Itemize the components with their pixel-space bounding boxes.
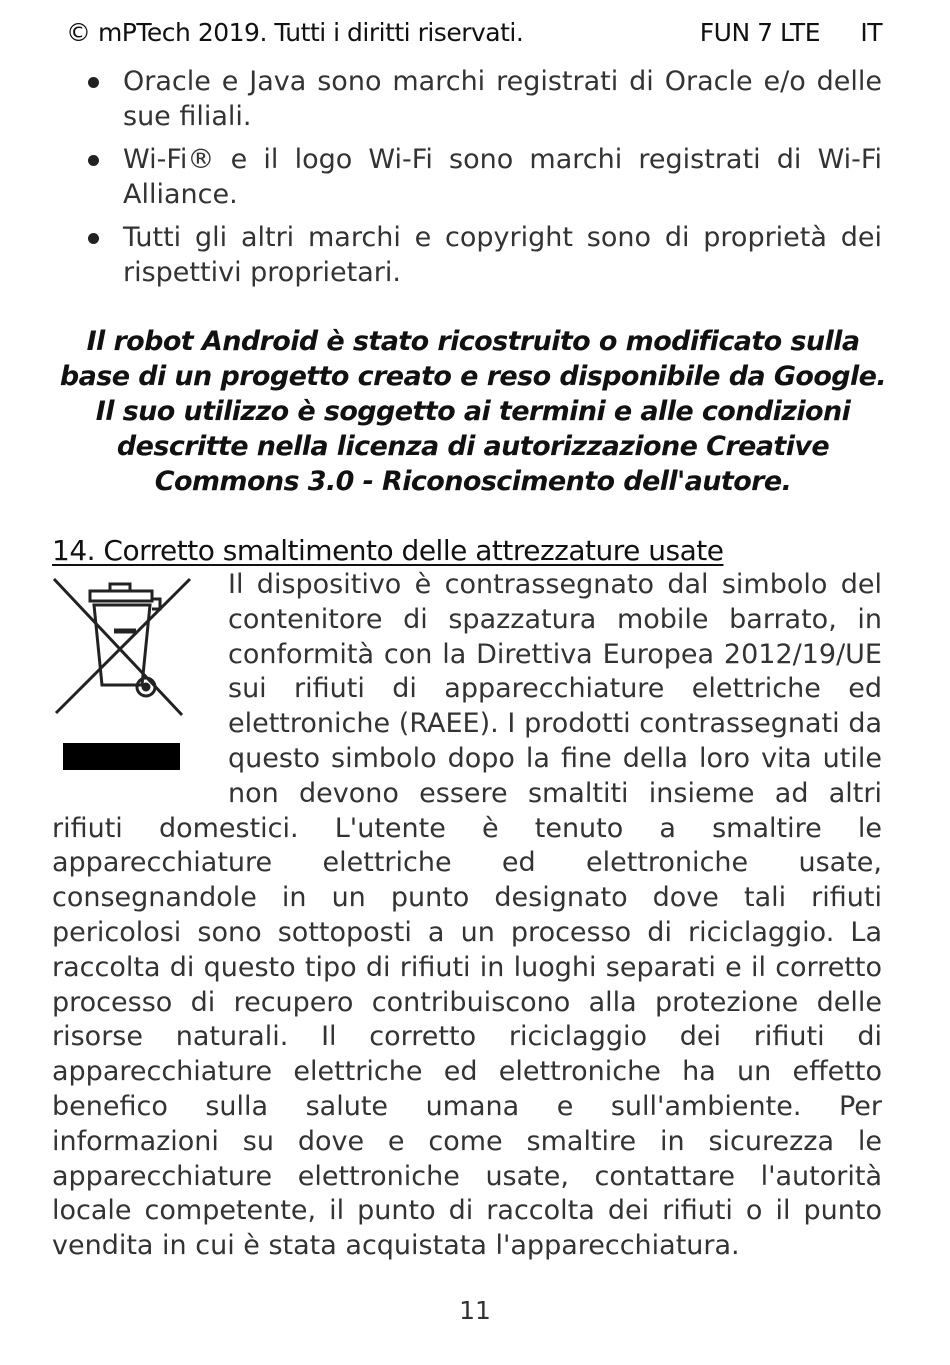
trademark-others: Tutti gli altri marchi e copyright sono di proprietà dei rispettivi proprietari.	[123, 222, 882, 288]
page-number: 11	[459, 1296, 491, 1325]
trademark-wifi: Wi-Fi® e il logo Wi-Fi sono marchi registrati di Wi-Fi Alliance.	[123, 144, 882, 210]
bullet-icon	[88, 155, 99, 166]
list-item	[52, 220, 882, 290]
icon-spacer	[52, 568, 228, 780]
list-item	[52, 64, 882, 134]
android-license-notice: Il robot Android è stato ricostruito o modificato sulla base di un progetto creato e reso disponibile da Google. Il suo utilizzo è soggetto ai termini e alle condizioni descritte nella licenza di autorizzazione Creative Commons 3.0 - Riconoscimento dell'autore.	[59, 326, 887, 497]
trademark-oracle: Oracle e Java sono marchi registrati di Oracle e/o delle sue filiali.	[123, 66, 882, 132]
disposal-text: Il dispositivo è contrassegnato dal simbolo del contenitore di spazzatura mobile barrato, in conformità con la Direttiva Europea 2012/19/UE sui rifiuti di apparecchiature elettriche ed elettroniche (RAEE). I prodotti contrassegnati da questo simbolo dopo la fine della loro vita utile non devono essere smaltiti insieme ad altri rifiuti domestici. L'utente è tenuto a smaltire le apparecchiature elettriche ed elettroniche usate, consegnandole in un punto designato dove tali rifiuti pericolosi sono sottoposti a un processo di riciclaggio. La raccolta di questo tipo di rifiuti in luoghi separati e il corretto processo di recupero contribuiscono alla protezione delle risorse naturali. Il corretto riciclaggio dei rifiuti di apparecchiature elettriche ed elettroniche ha un effetto benefico sulla salute umana e sull'ambiente. Per informazioni su dove e come smaltire in sicurezza le apparecchiature elettroniche usate, contattare l'autorità locale competente, il punto di raccolta dei rifiuti o il punto vendita in cui è stata acquistata l'apparecchiatura.	[52, 569, 882, 1262]
copyright-text: © mPTech 2019. Tutti i diritti riservati.	[66, 18, 524, 47]
section-heading: 14. Corretto smaltimento delle attrezzature usate	[52, 534, 724, 567]
disposal-paragraph	[52, 568, 882, 1264]
list-item	[52, 142, 882, 212]
device-model: FUN 7 LTE	[699, 18, 820, 47]
trademark-list	[52, 64, 882, 298]
bullet-icon	[88, 77, 99, 88]
bullet-icon	[88, 233, 99, 244]
language-code: IT	[860, 18, 882, 47]
